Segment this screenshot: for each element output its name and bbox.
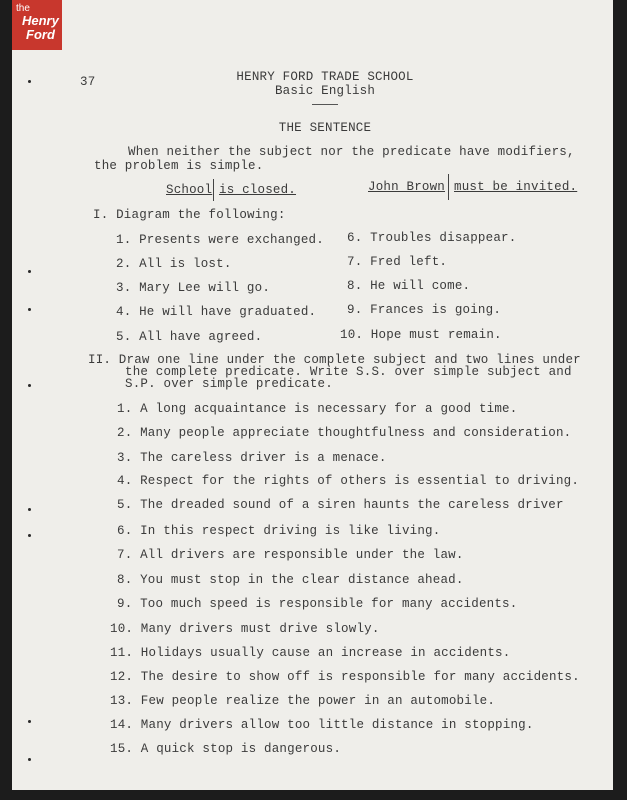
list-item: 6. In this respect driving is like living. (117, 524, 441, 538)
list-item: 10. Hope must remain. (340, 328, 502, 342)
list-item: 8. You must stop in the clear distance ahead. (117, 573, 464, 587)
list-item: 6. Troubles disappear. (347, 231, 517, 245)
list-item: 10. Many drivers must drive slowly. (110, 622, 380, 636)
list-item: 7. Fred left. (347, 255, 448, 269)
margin-dot (28, 534, 31, 537)
list-item: 15. A quick stop is dangerous. (110, 742, 342, 756)
margin-dot (28, 308, 31, 311)
list-item: 2. Many people appreciate thoughtfulness and consideration. (117, 426, 572, 440)
margin-dot (28, 508, 31, 511)
section-2-heading-line-3: S.P. over simple predicate. (125, 377, 333, 391)
header-rule (312, 104, 338, 105)
margin-dot (28, 758, 31, 761)
list-item: 5. The dreaded sound of a siren haunts the careless driver (117, 498, 564, 512)
list-item: 7. All drivers are responsible under the law. (117, 548, 464, 562)
henry-ford-logo (12, 0, 62, 50)
intro-line-2: the problem is simple. (94, 159, 264, 173)
logo-ford: Ford (26, 27, 55, 42)
list-item: 8. He will come. (347, 279, 471, 293)
section-title: THE SENTENCE (278, 121, 372, 135)
school-name: HENRY FORD TRADE SCHOOL (236, 70, 414, 84)
intro-line-1: When neither the subject nor the predicate have modifiers, (128, 145, 575, 159)
list-item: 4. He will have graduated. (116, 305, 317, 319)
example-1-subject: School (166, 183, 213, 197)
list-item: 9. Frances is going. (347, 303, 502, 317)
logo-henry: Henry (22, 13, 59, 28)
course-name: Basic English (274, 84, 376, 98)
section-1-heading: I. Diagram the following: (93, 208, 286, 222)
section-2-heading-line-2: the complete predicate. Write S.S. over simple subject and (125, 365, 572, 379)
page-number: 37 (80, 75, 96, 89)
example-2-subject: John Brown (368, 180, 446, 194)
document-page (12, 0, 613, 790)
list-item: 4. Respect for the rights of others is essential to driving. (117, 474, 580, 488)
list-item: 9. Too much speed is responsible for many accidents. (117, 597, 518, 611)
logo-the: the (16, 3, 30, 14)
list-item: 2. All is lost. (116, 257, 232, 271)
example-2-predicate: must be invited. (454, 180, 578, 194)
section-2-heading-line-1: II. Draw one line under the complete subject and two lines under (88, 353, 581, 367)
list-item: 1. A long acquaintance is necessary for a good time. (117, 402, 518, 416)
list-item: 12. The desire to show off is responsible for many accidents. (110, 670, 580, 684)
margin-dot (28, 720, 31, 723)
example-1-divider (213, 179, 214, 201)
example-1-predicate: is closed. (219, 183, 297, 197)
list-item: 11. Holidays usually cause an increase in accidents. (110, 646, 511, 660)
margin-dot (28, 384, 31, 387)
example-2-divider (448, 174, 449, 200)
margin-dot (28, 270, 31, 273)
margin-dot (28, 80, 31, 83)
list-item: 3. Mary Lee will go. (116, 281, 271, 295)
list-item: 13. Few people realize the power in an automobile. (110, 694, 496, 708)
list-item: 5. All have agreed. (116, 330, 263, 344)
list-item: 1. Presents were exchanged. (116, 233, 324, 247)
list-item: 14. Many drivers allow too little distance in stopping. (110, 718, 534, 732)
list-item: 3. The careless driver is a menace. (117, 451, 387, 465)
